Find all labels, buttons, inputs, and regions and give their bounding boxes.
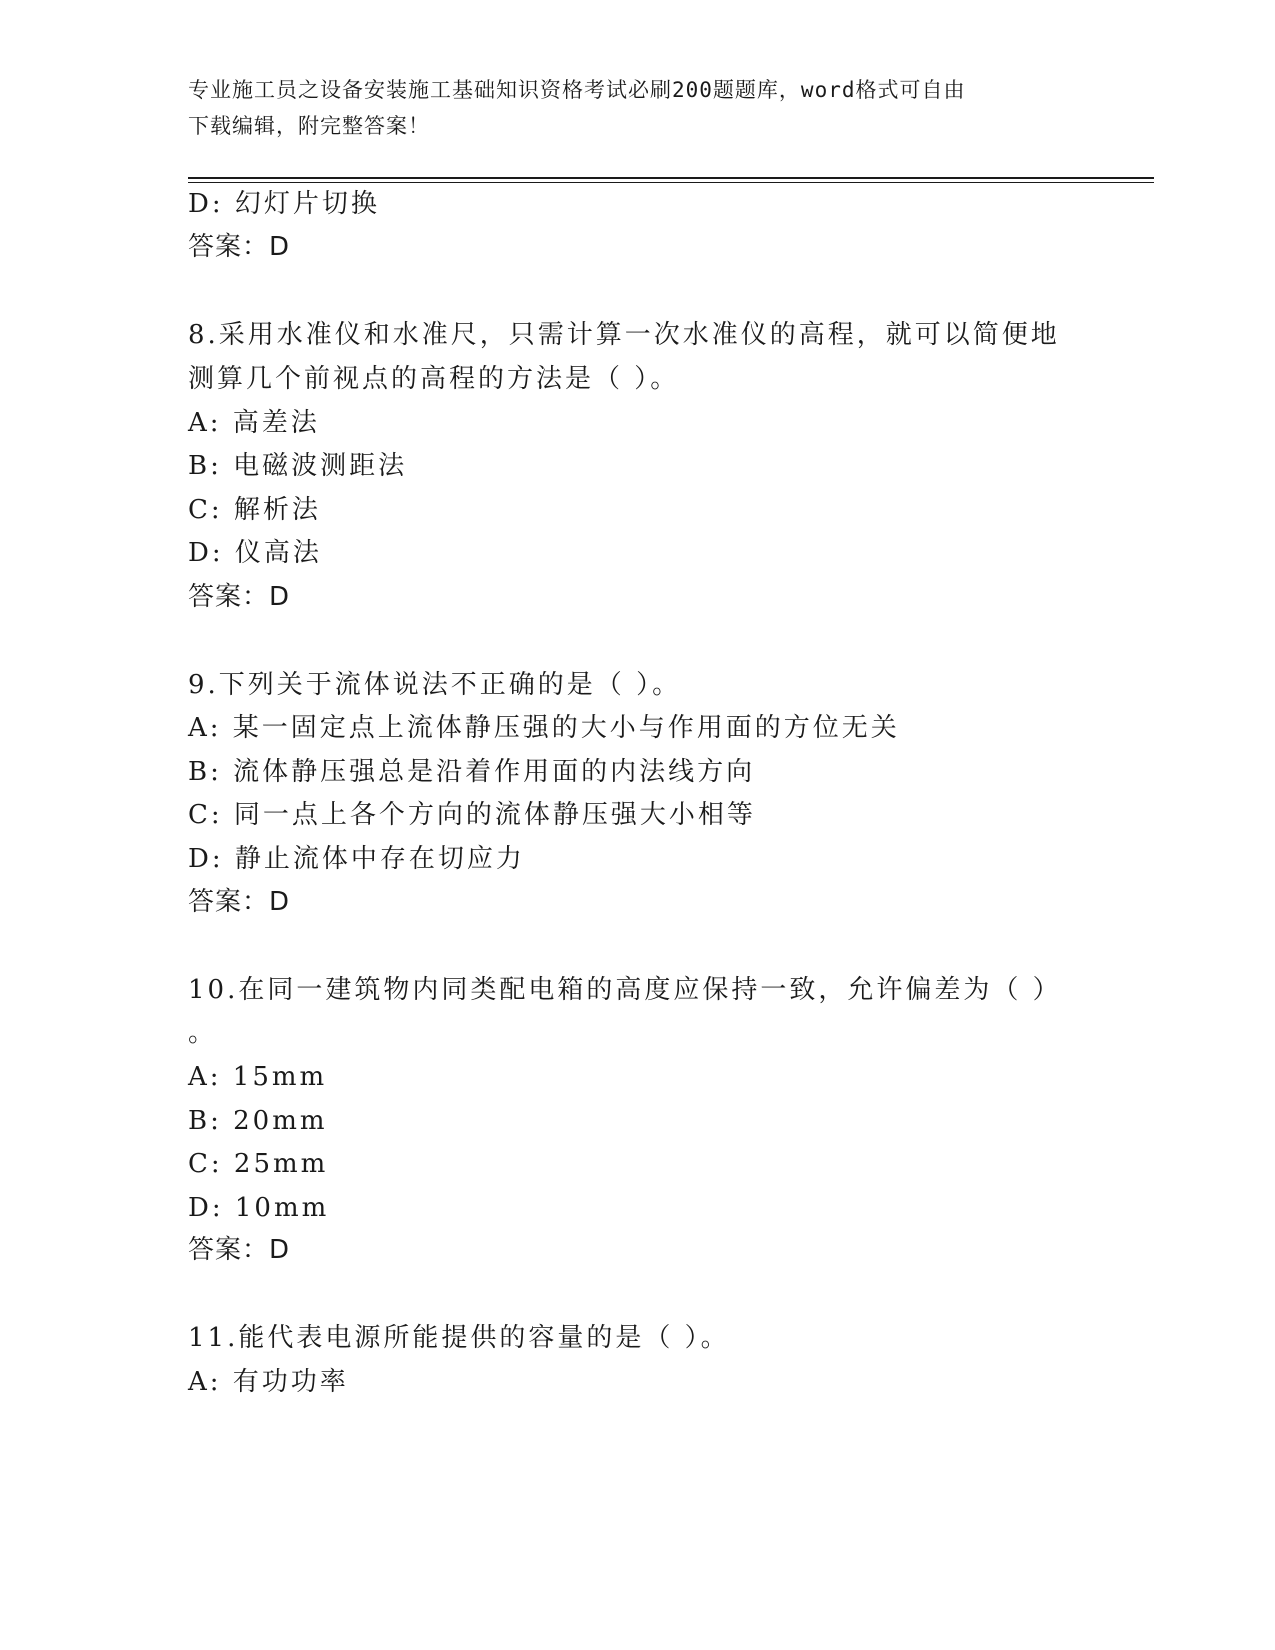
option-c: C: 25mm <box>188 1149 329 1179</box>
option-d: D: 静止流体中存在切应力 <box>188 844 525 874</box>
answer: 答案：D <box>188 232 291 262</box>
header-rule-thin <box>188 182 1154 183</box>
option-b: B: 电磁波测距法 <box>188 451 408 481</box>
question-stem-line-1: 8.采用水准仪和水准尺，只需计算一次水准仪的高程，就可以简便地 <box>188 320 1060 350</box>
option-a: A: 某一固定点上流体静压强的大小与作用面的方位无关 <box>188 713 900 743</box>
option-a: A: 高差法 <box>188 408 320 438</box>
header-line-2: 下载编辑，附完整答案！ <box>188 114 430 138</box>
answer: 答案：D <box>188 1235 291 1265</box>
option-b: B: 20mm <box>188 1106 328 1136</box>
option-d: D: 仪高法 <box>188 538 322 568</box>
answer: 答案：D <box>188 582 291 612</box>
option-c: C: 同一点上各个方向的流体静压强大小相等 <box>188 800 756 830</box>
option-c: C: 解析法 <box>188 495 321 525</box>
question-stem: 11.能代表电源所能提供的容量的是（ ）。 <box>188 1323 730 1353</box>
header-rule-thick <box>188 177 1154 179</box>
option-a: A: 有功功率 <box>188 1367 349 1397</box>
answer: 答案：D <box>188 887 291 917</box>
question-stem-line-2: 。 <box>188 1018 218 1048</box>
option-a: A: 15mm <box>188 1062 328 1092</box>
question-stem: 9.下列关于流体说法不正确的是（ ）。 <box>188 670 682 700</box>
option-d: D: 幻灯片切换 <box>188 189 380 219</box>
header-line-1: 专业施工员之设备安装施工基础知识资格考试必刷200题题库，word格式可自由 <box>188 78 966 102</box>
option-d: D: 10mm <box>188 1193 330 1223</box>
question-stem-line-1: 10.在同一建筑物内同类配电箱的高度应保持一致，允许偏差为（ ） <box>188 975 1062 1005</box>
header-text <box>188 72 1088 144</box>
question-stem-line-2: 测算几个前视点的高程的方法是（ ）。 <box>188 364 680 394</box>
option-b: B: 流体静压强总是沿着作用面的内法线方向 <box>188 757 756 787</box>
